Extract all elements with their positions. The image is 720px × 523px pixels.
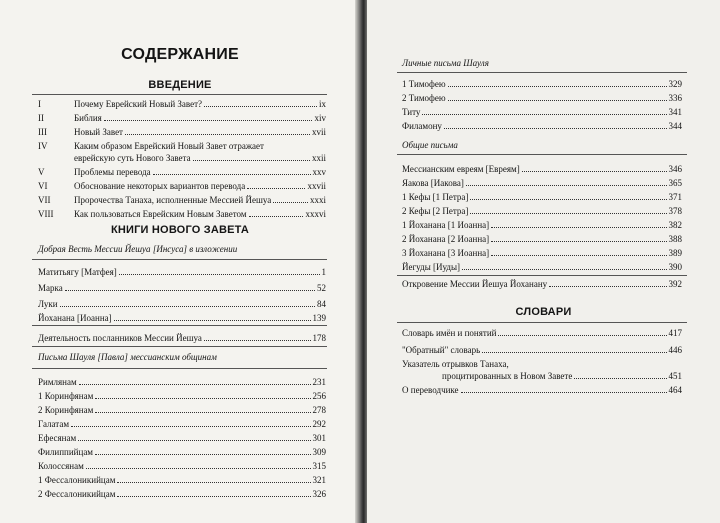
general-letter-2: Яакова [Иакова] 365 (402, 178, 682, 188)
page-title: СОДЕРЖАНИЕ (121, 46, 239, 63)
intro-heading: ВВЕДЕНИЕ (148, 79, 212, 91)
paul-letter-7: Колоссянам 315 (38, 461, 326, 471)
personal-rule (397, 72, 687, 73)
paul-letter-9: 2 Фессалоникийцам 326 (38, 489, 326, 499)
personal-section-title: Личные письма Шауля (402, 58, 489, 68)
paul-rule (32, 368, 327, 369)
books-heading: КНИГИ НОВОГО ЗАВЕТА (110, 224, 250, 236)
dict-item-3: Указатель отрывков Танаха, (402, 359, 509, 369)
intro-item-5: V Проблемы перевода xxv (38, 167, 326, 177)
general-letter-6: 2 Йоханана [2 Иоанна] 388 (402, 234, 682, 244)
dict-item-4: О переводчике 464 (402, 385, 682, 395)
personal-letter-4: Филамону 344 (402, 121, 682, 131)
general-rule (397, 154, 687, 155)
paul-letter-2: 1 Коринфянам 256 (38, 391, 326, 401)
gospels-end-rule (32, 325, 327, 326)
paul-letter-4: Галатам 292 (38, 419, 326, 429)
intro-item-6: VI Обоснование некоторых вариантов перевода xxvii (38, 181, 326, 191)
personal-letter-1: 1 Тимофею 329 (402, 79, 682, 89)
gospel-item-3: Луки 84 (38, 299, 326, 309)
dict-item-2: "Обратный" словарь 446 (402, 345, 682, 355)
gospel-item-2: Марка 52 (38, 283, 326, 293)
general-end-rule (397, 275, 687, 276)
gospels-section-title: Добрая Весть Мессии Йешуа [Инсуса] в изложении (38, 244, 238, 254)
acts-item: Деятельность посланников Мессии Йешуа 178 (38, 333, 326, 343)
intro-item-1: I Почему Еврейский Новый Завет? ix (38, 99, 326, 109)
acts-rule (32, 346, 327, 347)
general-letter-5: 1 Йоханана [1 Иоанна] 382 (402, 220, 682, 230)
dict-item-1: Словарь имён и понятий 417 (402, 328, 682, 338)
general-letter-1: Мессианским евреям [Евреям] 346 (402, 164, 682, 174)
dict-heading: СЛОВАРИ (515, 306, 572, 318)
intro-item-8: VIII Как пользоваться Еврейским Новым Заветом xxxvi (38, 209, 326, 219)
dict-rule (397, 322, 687, 323)
general-letter-3: 1 Кефы [1 Петра] 371 (402, 192, 682, 202)
general-section-title: Общие письма (402, 140, 458, 150)
dict-item-3-cont: процитированных в Новом Завете 451 (442, 371, 682, 381)
general-letter-7: 3 Йоханана [3 Иоанна] 389 (402, 248, 682, 258)
intro-rule (32, 94, 327, 95)
intro-item-3: III Новый Завет xvii (38, 127, 326, 137)
personal-letter-3: Титу 341 (402, 107, 682, 117)
right-page (367, 0, 720, 523)
intro-item-4: IV Каким образом Еврейский Новый Завет отражает (38, 141, 264, 151)
intro-item-2: II Библия xiv (38, 113, 326, 123)
general-letter-8: Йегуды [Иуды] 390 (402, 262, 682, 272)
intro-item-7: VII Пророчества Танаха, исполненные Мессией Йешуа xxxi (38, 195, 326, 205)
general-letter-4: 2 Кефы [2 Петра] 378 (402, 206, 682, 216)
intro-item-4-cont: еврейскую суть Нового Завета xxii (74, 153, 326, 163)
paul-section-title: Письма Шауля [Павла] мессианским общинам (38, 352, 217, 362)
revelation-item: Откровение Мессии Йешуа Йоханану 392 (402, 279, 682, 289)
gospels-rule (32, 259, 327, 260)
paul-letter-3: 2 Коринфянам 278 (38, 405, 326, 415)
paul-letter-8: 1 Фессалоникийцам 321 (38, 475, 326, 485)
personal-letter-2: 2 Тимофею 336 (402, 93, 682, 103)
paul-letter-5: Ефесянам 301 (38, 433, 326, 443)
gospel-item-1: Матитьягу [Матфея] 1 (38, 267, 326, 277)
paul-letter-1: Римлянам 231 (38, 377, 326, 387)
paul-letter-6: Филиппийцам 309 (38, 447, 326, 457)
gospel-item-4: Йоханана [Иоанна] 139 (38, 313, 326, 323)
